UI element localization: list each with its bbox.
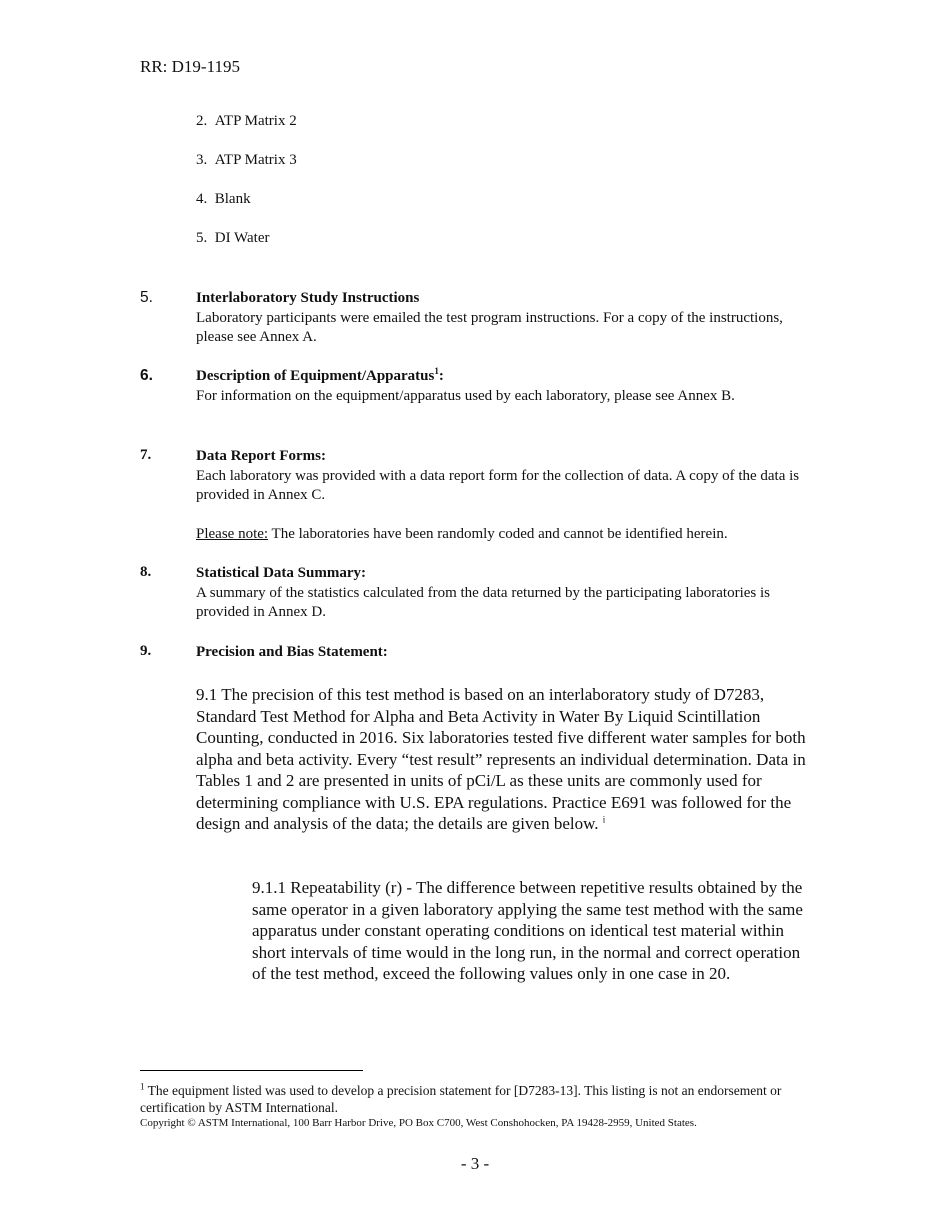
footnote-number: 1 [140, 1081, 145, 1092]
list-item-text: ATP Matrix 2 [214, 113, 297, 129]
section-6-number: 6. [140, 367, 153, 384]
section-9-title: Precision and Bias Statement: [196, 644, 388, 660]
note-text: The laboratories have been randomly coded and cannot be identified herein. [268, 525, 728, 542]
section-7 [196, 447, 816, 544]
list-item [196, 113, 297, 130]
section-6-title: Description of Equipment/Apparatus [196, 368, 435, 384]
section-7-note [196, 525, 816, 545]
section-8-number: 8. [140, 564, 152, 580]
footnote-text: The equipment listed was used to develop a precision statement for [D7283-13]. This listing is not an endorsement or certification by ASTM International. [140, 1083, 782, 1115]
section-6-title-line [196, 367, 816, 387]
endnote-ref: i [602, 814, 606, 825]
section-7-body: Each laboratory was provided with a data report form for the collection of data. A copy of the data is provided in Annex C. [196, 467, 800, 503]
page-number: - 3 - [460, 1154, 490, 1173]
list-item-text: Blank [214, 191, 251, 207]
list-item-number: 2. [196, 113, 208, 129]
copyright: Copyright © ASTM International, 100 Barr Harbor Drive, PO Box C700, West Conshohocken, PA 19428-2959, United States. [140, 1117, 697, 1129]
section-9 [196, 643, 816, 663]
section-9-number: 9. [140, 643, 152, 659]
list-item-number: 5. [196, 230, 208, 246]
section-5 [196, 289, 816, 348]
document-id: RR: D19-1195 [140, 57, 240, 76]
list-item-number: 4. [196, 191, 208, 207]
list-item [196, 191, 251, 208]
paragraph-9-1 [196, 684, 821, 835]
section-5-number: 5. [140, 289, 153, 306]
section-6-title-suffix: : [438, 368, 444, 384]
list-item [196, 230, 270, 247]
section-5-body: Laboratory participants were emailed the test program instructions. For a copy of the instructions, please see Annex A. [196, 309, 783, 345]
footnote-ref: 1 [434, 366, 439, 376]
list-item-text: DI Water [214, 230, 270, 246]
section-8-title: Statistical Data Summary: [196, 565, 366, 581]
paragraph-9-1-1: 9.1.1 Repeatability (r) - The difference between repetitive results obtained by the same operator in a given laboratory applying the same test method with the same apparatus under constant operating conditions on identical test material within short intervals of time would in the long run, in the normal and correct operation of the test method, exceed the following values only in one case in 20. [252, 878, 803, 983]
section-6-body: For information on the equipment/apparatus used by each laboratory, please see Annex B. [196, 387, 735, 404]
section-8 [196, 564, 816, 623]
section-8-body: A summary of the statistics calculated from the data returned by the participating laboratories is provided in Annex D. [196, 584, 770, 620]
section-7-number: 7. [140, 447, 152, 463]
list-item [196, 152, 297, 169]
section-5-title: Interlaboratory Study Instructions [196, 290, 420, 306]
note-label: Please note: [196, 525, 269, 542]
list-item-text: ATP Matrix 3 [214, 152, 297, 168]
section-7-title: Data Report Forms: [196, 448, 326, 464]
section-6 [196, 367, 816, 406]
list-item-number: 3. [196, 152, 208, 168]
footnote-separator [140, 1070, 363, 1071]
footnote [140, 1082, 810, 1116]
paragraph-9-1-text: 9.1 The precision of this test method is based on an interlaboratory study of D7283, Standard Test Method for Alpha and Beta Activity in Water By Liquid Scintillation Counting, conducted in 2016. Six laboratories tested five different water samples for both alpha and beta activity. Every “test result” represents an individual determination. Data in Tables 1 and 2 are presented in units of pCi/L as these units are commonly used for determining compliance with U.S. EPA regulations. Practice E691 was followed for the design and analysis of the data; the details are given below. [196, 685, 806, 833]
